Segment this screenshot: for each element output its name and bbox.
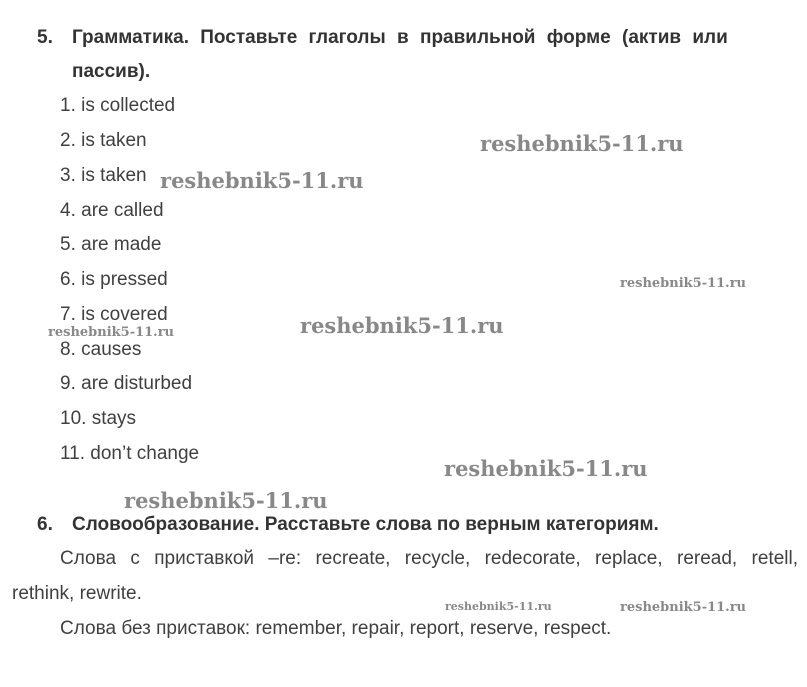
task6-heading	[37, 514, 659, 536]
task6-title: Словообразование. Расставьте слова по верным категориям.	[72, 514, 659, 535]
answer-item: 1. is collected	[60, 95, 176, 116]
watermark: reshebnik5-11.ru	[48, 325, 175, 340]
answer-item: 4. are called	[60, 200, 164, 221]
answer-item: 5. are made	[60, 234, 162, 255]
task5-title-line1: Грамматика. Поставьте глаголы в правильной форме (актив или	[72, 27, 728, 48]
answer-item: 8. causes	[60, 339, 142, 360]
task5-title-line2: пассив).	[72, 61, 151, 82]
answer-item: 2. is taken	[60, 130, 147, 151]
answer-item: 6. is pressed	[60, 269, 168, 290]
task6-number: 6.	[37, 514, 53, 535]
answer-item: 7. is covered	[60, 304, 168, 325]
task6-para1-line2: rethink, rewrite.	[12, 583, 142, 604]
watermark: reshebnik5-11.ru	[444, 456, 648, 481]
answer-item: 3. is taken	[60, 165, 147, 186]
task5-number: 5.	[37, 27, 53, 48]
task6-para2: Слова без приставок: remember, repair, report, reserve, respect.	[60, 618, 612, 639]
task5-heading	[37, 27, 797, 49]
watermark: reshebnik5-11.ru	[300, 313, 504, 338]
answer-item: 10. stays	[60, 408, 137, 429]
answer-item: 11. don’t change	[60, 443, 200, 464]
watermark: reshebnik5-11.ru	[620, 276, 747, 291]
answer-item: 9. are disturbed	[60, 373, 193, 394]
task6-para1-line1: Слова с приставкой –re: recreate, recycle, redecorate, replace, reread, retell,	[60, 548, 798, 569]
watermark: reshebnik5-11.ru	[160, 168, 364, 193]
watermark: reshebnik5-11.ru	[445, 600, 552, 613]
watermark: reshebnik5-11.ru	[620, 600, 747, 615]
watermark: reshebnik5-11.ru	[124, 488, 328, 513]
watermark: reshebnik5-11.ru	[480, 131, 684, 156]
